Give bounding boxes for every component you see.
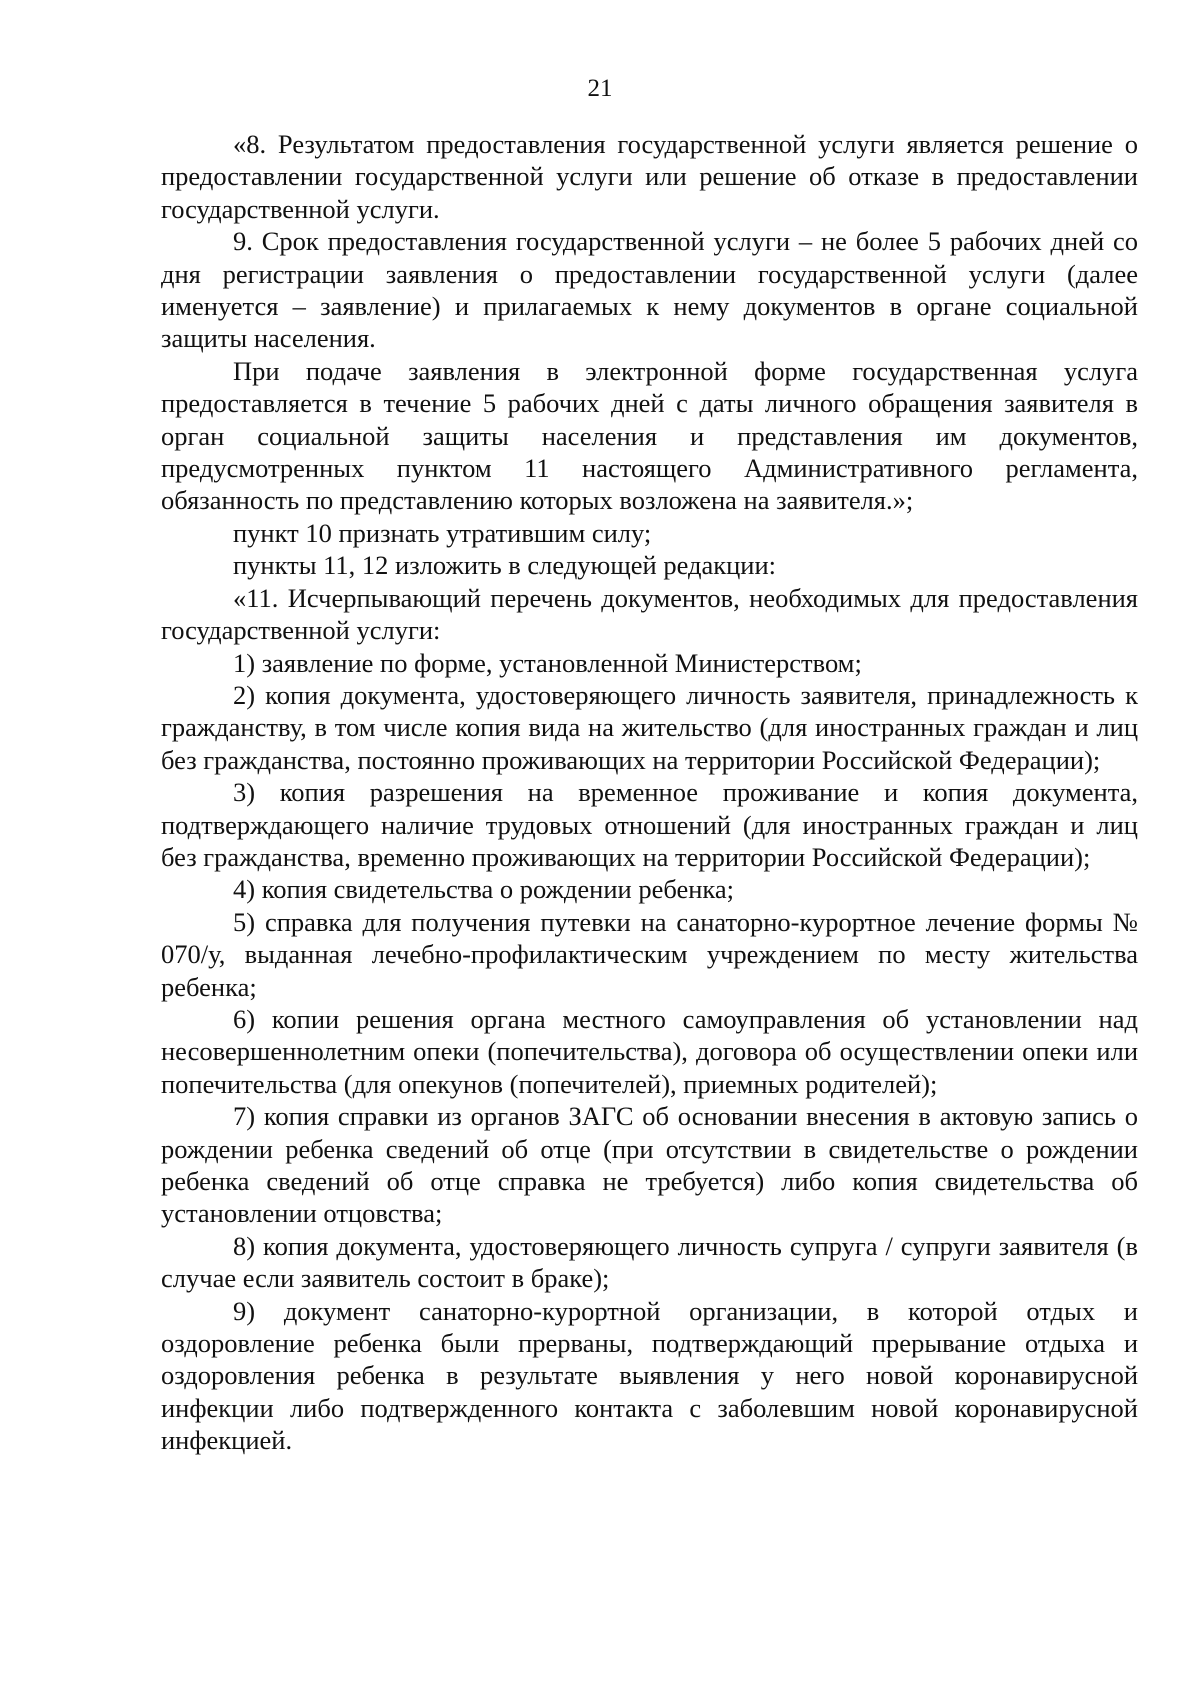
paragraph-item-8: «8. Результатом предоставления государственной услуги является решение о предоставлении государственной услуги или решение об отказе в предоставлении государственной услуги. [161, 129, 1138, 224]
page-number: 21 [587, 75, 613, 102]
list-item-6: 6) копии решения органа местного самоуправления об установлении над несовершеннолетним опеки (попечительства), договора об осуществлении опеки или попечительства (для опекунов (попечителей), приемных родителей); [161, 1003, 1138, 1099]
list-item-5: 5) справка для получения путевки на санаторно-курортное лечение формы № 070/у, выданная лечебно-профилактическим учреждением по месту жительства ребенка; [161, 906, 1138, 1002]
paragraph-item-10-repealed: пункт 10 признать утратившим силу; [233, 517, 652, 548]
paragraph-item-11: «11. Исчерпывающий перечень документов, необходимых для предоставления государственной услуги: [161, 582, 1138, 646]
list-item-3: 3) копия разрешения на временное проживание и копия документа, подтверждающего наличие трудовых отношений (для иностранных граждан и лиц без гражданства, временно проживающих на территории Российской Федерации); [161, 777, 1138, 872]
list-item-2: 2) копия документа, удостоверяющего личность заявителя, принадлежность к гражданству, в том числе копия вида на жительство (для иностранных граждан и лиц без гражданства, постоянно проживающих на территории Российской Федерации); [161, 679, 1138, 775]
paragraph-item-9: 9. Срок предоставления государственной услуги – не более 5 рабочих дней со дня регистрации заявления о предоставлении государственной услуги (далее именуется – заявление) и прилагаемых к нему документов в органе социальной защиты населения. [161, 226, 1138, 354]
list-item-8: 8) копия документа, удостоверяющего личность супруга / супруги заявителя (в случае если заявитель состоит в браке); [161, 1230, 1138, 1294]
document-body [161, 128, 1138, 1457]
list-item-1: 1) заявление по форме, установленной Министерством; [233, 647, 862, 678]
list-item-9: 9) документ санаторно-курортной организации, в которой отдых и оздоровление ребенка были прерваны, подтверждающий прерывание отдыха и оздоровления ребенка в результате выявления у него новой коронавирусной инфекции либо подтвержденного контакта с заболевшим новой коронавирусной инфекцией. [161, 1295, 1138, 1456]
list-item-4: 4) копия свидетельства о рождении ребенка; [233, 874, 735, 905]
paragraph-items-11-12-intro: пункты 11, 12 изложить в следующей редакции: [233, 550, 777, 581]
list-item-7: 7) копия справки из органов ЗАГС об основании внесения в актовую запись о рождении ребенка сведений об отце (при отсутствии в свидетельстве о рождении ребенка сведений об отце справка не требуется) либо копия свидетельства об установлении отцовства; [161, 1101, 1138, 1229]
paragraph-electronic-submission: При подаче заявления в электронной форме государственная услуга предоставляется в течение 5 рабочих дней с даты личного обращения заявителя в орган социальной защиты населения и представления им документов, предусмотренных пунктом 11 настоящего Административного регламента, обязанность по представлению которых возложена на заявителя.»; [161, 355, 1138, 516]
